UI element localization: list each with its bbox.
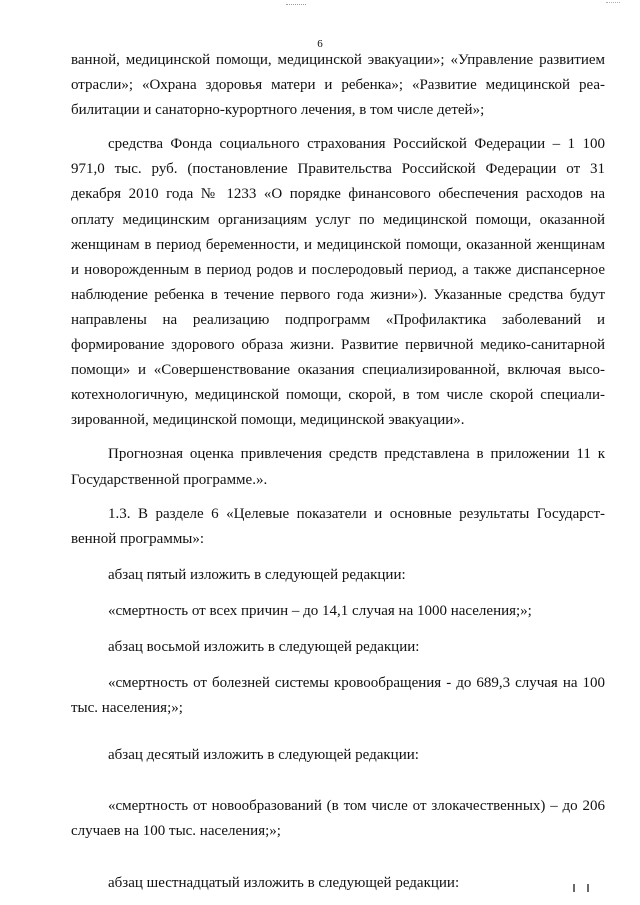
paragraph-mortality-neoplasms: «смертность от новообразований (в том числе от злокачественных) – до 206 случаев на 100 тыс. населения;»; [71,798,605,840]
paragraph-social-fund: средства Фонда социального страхования Российской Федерации – 1 100 971,0 тыс. руб. (постановление Правительства Российской Федерации от 31 декабря 2010 года № 1233 «О порядке финансового обеспечения расходов на оплату медицинским организациям услуг по медицинской помощи, оказанной женщинам в период беременности, и медицинской помощи, оказанной женщинам и новорожденным в период родов и послеродовый период, а также диспансерное наблюдение ребенка в течение первого года жизни»). Указанные средства будут направлены на реализацию подпрограмм «Профилактика заболеваний и формирование здорового образа жизни. Развитие первичной медико-санитарной помощи» и «Совершенствование оказания специализированной, включая высокотехнологичную, медицинской помощи, скорой, в том числе скорой специализированной, медицинской помощи, медицинской эвакуации». [71,136,605,429]
scan-mark-top-right [606,2,620,7]
paragraph-abzac-10: абзац десятый изложить в следующей редакции: [108,747,419,764]
page-number: 6 [317,38,323,50]
paragraph-abzac-16: абзац шестнадцатый изложить в следующей редакции: [108,874,460,891]
paragraph-mortality-circulatory: «смертность от болезней системы кровообращения - до 689,3 случая на 100 тыс. населения;»; [71,675,605,717]
paragraph-section-6: 1.3. В разделе 6 «Целевые показатели и основные результаты Государственной программы»: [71,505,605,547]
paragraph-forecast: Прогнозная оценка привлечения средств представлена в приложении 11 к Государственной программе.». [71,446,605,488]
scan-mark-top [286,4,306,7]
paragraph-mortality-all: «смертность от всех причин – до 14,1 случая на 1000 населения;»; [108,602,532,619]
scan-mark-bottom-right [573,884,589,892]
paragraph-abzac-8: абзац восьмой изложить в следующей редакции: [108,638,420,655]
document-body [71,48,605,896]
paragraph-abzac-5: абзац пятый изложить в следующей редакции: [108,566,406,583]
paragraph-continuation: ванной, медицинской помощи, медицинской эвакуации»; «Управление развитием отрасли»; «Охрана здоровья матери и ребенка»; «Развитие медицинской реабилитации и санаторно-курортного лечения, в том числе детей»; [71,52,605,119]
